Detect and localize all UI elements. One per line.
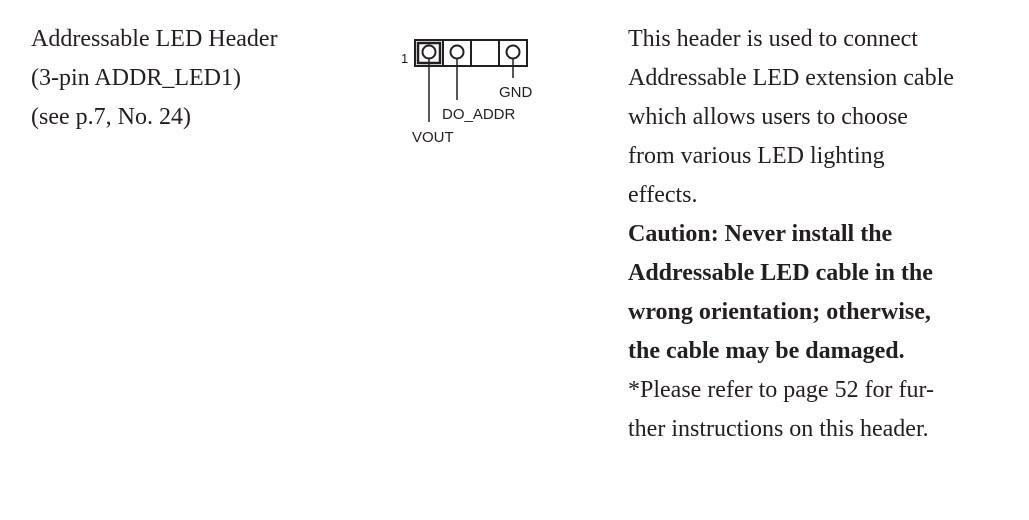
pin-header-diagram-svg: [395, 30, 545, 155]
header-title: Addressable LED Header: [31, 26, 278, 52]
gnd-label: GND: [499, 84, 533, 101]
caution-line: Addressable LED cable in the: [628, 260, 933, 286]
header-page-ref: (see p.7, No. 24): [31, 104, 191, 130]
pin2-do-addr: [451, 46, 464, 59]
do-addr-label: DO_ADDR: [442, 106, 516, 123]
caution-line: Caution: Never install the: [628, 221, 893, 247]
caution-line: the cable may be damaged.: [628, 338, 905, 364]
pin4-gnd: [507, 46, 520, 59]
header-pin-spec: (3-pin ADDR_LED1): [31, 65, 241, 91]
description-line: which allows users to choose: [628, 104, 908, 130]
description-line: Addressable LED extension cable: [628, 65, 954, 91]
note-line: *Please refer to page 52 for fur-: [628, 377, 935, 403]
header-info: [31, 20, 371, 137]
pin1-marker: 1: [401, 51, 409, 66]
vout-label: VOUT: [412, 129, 454, 146]
description-line: from various LED lighting: [628, 143, 885, 169]
caution-line: wrong orientation; otherwise,: [628, 299, 931, 325]
pin1-vout: [423, 46, 436, 59]
description-line: effects.: [628, 182, 698, 208]
pin-header-diagram: [395, 30, 545, 155]
description: [628, 20, 1018, 449]
note-line: ther instructions on this header.: [628, 416, 929, 442]
description-line: This header is used to connect: [628, 26, 918, 52]
